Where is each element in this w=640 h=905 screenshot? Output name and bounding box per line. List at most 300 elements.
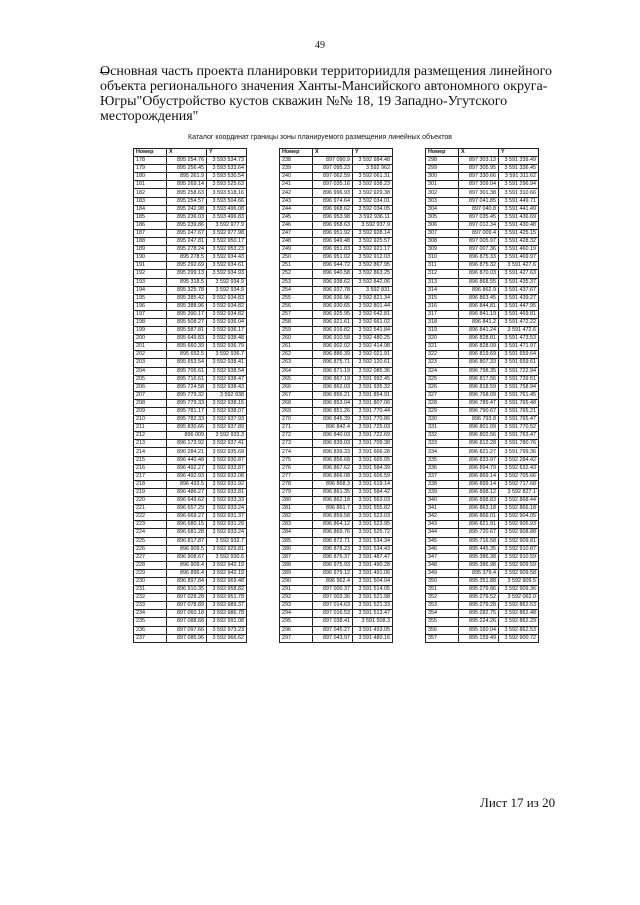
table-row: [426, 343, 539, 351]
coordinate-x: 896 866.01: [459, 513, 499, 521]
table-row: [134, 221, 247, 229]
point-number: 259: [280, 327, 313, 335]
point-number: 346: [426, 545, 459, 553]
coordinate-y: 3 591 854.91: [353, 391, 393, 399]
coordinate-y: 3 591 427.63: [499, 270, 539, 278]
coordinate-x: 895 254.57: [167, 197, 207, 205]
table-row: [134, 497, 247, 505]
point-number: 197: [134, 310, 167, 318]
table-row: [426, 367, 539, 375]
table-row: [134, 238, 247, 246]
coordinate-y: 3 593 518.16: [207, 189, 247, 197]
coordinate-y: 3 591 296.94: [499, 181, 539, 189]
coordinate-x: 896 821.27: [459, 448, 499, 456]
coordinate-y: 3 591 665.05: [353, 456, 393, 464]
table-row: [280, 408, 393, 416]
point-number: 262: [280, 351, 313, 359]
point-number: 317: [426, 310, 459, 318]
coordinate-y: 3 592 642.81: [353, 310, 393, 318]
coordinate-x: 895 716.61: [167, 375, 207, 383]
point-number: 198: [134, 318, 167, 326]
table-row: [280, 610, 393, 618]
point-number: 216: [134, 464, 167, 472]
table-row: [280, 254, 393, 262]
coordinate-x: 896 009: [167, 432, 207, 440]
coordinate-x: 895 325.78: [167, 286, 207, 294]
point-number: 243: [280, 197, 313, 205]
point-number: 290: [280, 577, 313, 585]
coordinate-x: 896 851.26: [313, 408, 353, 416]
table-row: [426, 586, 539, 594]
coordinate-y: 3 592 801.44: [353, 302, 393, 310]
point-number: 271: [280, 424, 313, 432]
point-number: 255: [280, 294, 313, 302]
point-number: 328: [426, 399, 459, 407]
point-number: 200: [134, 335, 167, 343]
point-number: 275: [280, 456, 313, 464]
coordinate-x: 896 953.98: [313, 213, 353, 221]
point-number: 306: [426, 221, 459, 229]
coordinate-y: 3 592 905.93: [499, 521, 539, 529]
coordinate-x: 896 841.19: [459, 310, 499, 318]
point-number: 269: [280, 408, 313, 416]
column-header-y: Y: [353, 149, 393, 157]
coordinate-x: 896 842.4: [313, 424, 353, 432]
point-number: 280: [280, 497, 313, 505]
coordinate-x: 896 886.39: [313, 351, 353, 359]
coordinate-x: 896 871.19: [313, 367, 353, 375]
coordinate-x: 897 040.8: [459, 205, 499, 213]
table-row: [426, 310, 539, 318]
table-row: [134, 343, 247, 351]
coordinate-x: 896 869.14: [459, 472, 499, 480]
coordinate-y: 3 591 491.06: [353, 569, 393, 577]
coordinate-x: 896 173.92: [167, 440, 207, 448]
coordinate-x: 896 916.82: [313, 327, 353, 335]
coordinate-y: 3 592 938.43: [207, 383, 247, 391]
coordinate-y: 3 592 085.36: [353, 367, 393, 375]
coordinate-x: 897 012.34: [459, 221, 499, 229]
coordinate-x: 896 844.81: [459, 302, 499, 310]
table-row: [280, 594, 393, 602]
point-number: 261: [280, 343, 313, 351]
table-row: [280, 545, 393, 553]
coordinate-x: 896 649.62: [167, 497, 207, 505]
coordinate-x: 896 856.21: [313, 391, 353, 399]
coordinate-y: 3 591 659.64: [499, 351, 539, 359]
point-number: 224: [134, 529, 167, 537]
point-number: 272: [280, 432, 313, 440]
point-number: 276: [280, 464, 313, 472]
point-number: 283: [280, 521, 313, 529]
table-row: [426, 270, 539, 278]
coordinate-x: 896 841.2: [459, 318, 499, 326]
point-number: 223: [134, 521, 167, 529]
coordinate-x: 896 807.33: [459, 359, 499, 367]
coordinate-x: 895 653.54: [167, 359, 207, 367]
point-number: 195: [134, 294, 167, 302]
coordinate-x: 896 876.37: [313, 553, 353, 561]
table-row: [134, 537, 247, 545]
coordinate-x: 896 862.9: [459, 286, 499, 294]
point-number: 310: [426, 254, 459, 262]
coordinate-x: 896 669.27: [167, 513, 207, 521]
point-number: 207: [134, 391, 167, 399]
coordinate-y: 3 591 765.48: [499, 399, 539, 407]
table-row: [426, 165, 539, 173]
table-row: [280, 335, 393, 343]
table-row: [280, 294, 393, 302]
point-number: 318: [426, 318, 459, 326]
table-row: [426, 424, 539, 432]
point-number: 338: [426, 480, 459, 488]
table-row: [134, 602, 247, 610]
point-number: 194: [134, 286, 167, 294]
point-number: 273: [280, 440, 313, 448]
coordinate-y: 3 591 534.43: [353, 545, 393, 553]
coordinate-y: 3 592 977.98: [207, 229, 247, 237]
point-number: 204: [134, 367, 167, 375]
point-number: 357: [426, 634, 459, 642]
point-number: 218: [134, 480, 167, 488]
coordinate-x: 897 305.95: [459, 165, 499, 173]
coordinate-x: 895 258.63: [167, 189, 207, 197]
table-row: [134, 189, 247, 197]
point-number: 335: [426, 456, 459, 464]
coordinate-y: 3 591 666.28: [353, 448, 393, 456]
coordinate-y: 3 592 867.95: [353, 262, 393, 270]
coordinate-y: 3 591 339.49: [499, 157, 539, 165]
point-number: 294: [280, 610, 313, 618]
coordinate-y: 3 591 722.69: [353, 432, 393, 440]
coordinate-y: 3 592 910.87: [499, 545, 539, 553]
coordinate-x: 896 833.97: [459, 456, 499, 464]
coordinate-x: 895 830.66: [167, 424, 207, 432]
point-number: 208: [134, 399, 167, 407]
coordinate-y: 3 592 984.48: [353, 157, 393, 165]
table-row: [134, 181, 247, 189]
coordinate-y: 3 591 807.06: [353, 399, 393, 407]
point-number: 343: [426, 521, 459, 529]
point-number: 309: [426, 246, 459, 254]
coordinate-x: 896 845.39: [313, 416, 353, 424]
column-header-num: Номер: [426, 149, 459, 157]
point-number: 353: [426, 602, 459, 610]
table-row: [280, 464, 393, 472]
coordinate-y: 3 592 932.08: [207, 472, 247, 480]
point-number: 188: [134, 238, 167, 246]
point-number: 260: [280, 335, 313, 343]
table-row: [426, 569, 539, 577]
point-number: 244: [280, 205, 313, 213]
table-row: [134, 229, 247, 237]
point-number: 289: [280, 569, 313, 577]
coordinate-x: 897 045.27: [313, 626, 353, 634]
table-row: [280, 278, 393, 286]
coordinate-x: 896 930.65: [313, 302, 353, 310]
coordinate-y: 3 592 934.9: [207, 278, 247, 286]
point-number: 248: [280, 238, 313, 246]
coordinate-x: 897 060.18: [167, 610, 207, 618]
coordinate-x: 896 840.03: [313, 432, 353, 440]
coordinate-y: 3 592 938: [207, 391, 247, 399]
table-row: [280, 310, 393, 318]
table-row: [134, 626, 247, 634]
coords-table-3: [425, 148, 539, 643]
point-number: 304: [426, 205, 459, 213]
coordinate-y: 3 591 935.32: [353, 383, 393, 391]
table-row: [426, 505, 539, 513]
coordinate-x: 896 768.09: [459, 391, 499, 399]
point-number: 311: [426, 262, 459, 270]
coordinate-y: 3 591 739.51: [499, 375, 539, 383]
coordinate-x: 895 720.67: [459, 529, 499, 537]
coordinate-y: 3 591 659.61: [499, 359, 539, 367]
point-number: 264: [280, 367, 313, 375]
table-row: [134, 197, 247, 205]
coordinate-y: 3 592 951.78: [207, 594, 247, 602]
coordinate-y: 3 592 909.81: [499, 537, 539, 545]
table-row: [134, 618, 247, 626]
point-number: 252: [280, 270, 313, 278]
point-number: 266: [280, 383, 313, 391]
table-row: [426, 318, 539, 326]
coordinate-x: 896 492.27: [167, 464, 207, 472]
point-number: 227: [134, 553, 167, 561]
coordinate-y: 3 591 473.53: [499, 335, 539, 343]
coordinate-x: 895 299.13: [167, 270, 207, 278]
coordinate-x: 896 870.03: [459, 270, 499, 278]
coordinate-y: 3 592 908.88: [499, 529, 539, 537]
column-header-num: Номер: [134, 149, 167, 157]
point-number: 231: [134, 586, 167, 594]
coordinate-y: 3 591 763.47: [499, 432, 539, 440]
point-number: 182: [134, 189, 167, 197]
point-number: 347: [426, 553, 459, 561]
table-row: [426, 618, 539, 626]
coordinate-y: 3 592 842.06: [353, 278, 393, 286]
point-number: 178: [134, 157, 167, 165]
coordinate-x: 895 386.98: [459, 561, 499, 569]
coordinate-y: 3 592 284.42: [499, 456, 539, 464]
coordinate-y: 3 593 534.73: [207, 157, 247, 165]
coordinate-y: 3 591 722.94: [499, 367, 539, 375]
coordinate-y: 3 592 932.7: [207, 537, 247, 545]
coordinate-y: 3 591 504.04: [353, 577, 393, 585]
coordinate-x: 896 898.83: [459, 497, 499, 505]
coordinate-y: 3 592 934.93: [207, 270, 247, 278]
point-number: 344: [426, 529, 459, 537]
table-row: [426, 480, 539, 488]
point-number: 333: [426, 440, 459, 448]
point-number: 251: [280, 262, 313, 270]
coordinate-y: 3 592 933.24: [207, 529, 247, 537]
coordinate-y: 3 592 969.48: [207, 577, 247, 585]
table-row: [426, 610, 539, 618]
coordinate-y: 3 592 938.54: [207, 367, 247, 375]
table-row: [426, 294, 539, 302]
coordinate-y: 3 591 765.47: [499, 416, 539, 424]
point-number: 229: [134, 569, 167, 577]
coordinate-y: 3 591 555.82: [353, 505, 393, 513]
coordinate-x: 895 782.33: [167, 416, 207, 424]
table-row: [280, 424, 393, 432]
coordinate-y: 3 593 533.64: [207, 165, 247, 173]
coordinate-y: 3 591 480.16: [353, 634, 393, 642]
table-row: [134, 286, 247, 294]
coordinate-y: 3 592 937.41: [207, 440, 247, 448]
table-row: [134, 545, 247, 553]
table-row: [134, 375, 247, 383]
point-number: 205: [134, 375, 167, 383]
page-number: 49: [315, 40, 325, 51]
coordinate-x: 895 159.49: [459, 634, 499, 642]
coordinate-y: 3 592 912.03: [353, 254, 393, 262]
coordinate-y: 3 592 414.98: [353, 343, 393, 351]
coordinate-x: 896 812.28: [459, 440, 499, 448]
table-row: [280, 602, 393, 610]
coordinate-x: 896 681.28: [167, 529, 207, 537]
coordinate-y: 3 593 525.63: [207, 181, 247, 189]
point-number: 293: [280, 602, 313, 610]
coordinate-y: 3 591 472.6: [499, 327, 539, 335]
coordinate-x: 897 028.28: [167, 594, 207, 602]
point-number: 265: [280, 375, 313, 383]
coordinate-y: 3 591 606.59: [353, 472, 393, 480]
table-row: [426, 399, 539, 407]
coordinate-x: 896 853.04: [313, 399, 353, 407]
coordinate-x: 896 951.92: [313, 229, 353, 237]
coordinate-x: 896 856.68: [313, 456, 353, 464]
coordinate-x: 895 236.03: [167, 213, 207, 221]
table-row: [426, 513, 539, 521]
point-number: 324: [426, 367, 459, 375]
coordinate-x: 896 819.69: [459, 351, 499, 359]
table-row: [426, 529, 539, 537]
table-row: [134, 246, 247, 254]
coordinate-y: 3 592 937.93: [207, 416, 247, 424]
point-number: 326: [426, 383, 459, 391]
coordinate-x: 896 974.64: [313, 197, 353, 205]
table-row: [280, 618, 393, 626]
point-number: 339: [426, 488, 459, 496]
coordinate-x: 895 716.58: [459, 537, 499, 545]
coordinate-y: 3 592 934.82: [207, 302, 247, 310]
coordinate-x: 896 925.95: [313, 310, 353, 318]
point-number: 247: [280, 229, 313, 237]
table-row: [280, 432, 393, 440]
coordinate-x: 895 660.39: [167, 343, 207, 351]
point-number: 355: [426, 618, 459, 626]
point-number: 319: [426, 327, 459, 335]
point-number: 308: [426, 238, 459, 246]
sheet-footer: Лист 17 из 20: [480, 795, 556, 810]
table-row: [426, 302, 539, 310]
point-number: 348: [426, 561, 459, 569]
point-number: 274: [280, 448, 313, 456]
coordinate-x: 896 909.4: [167, 561, 207, 569]
point-number: 181: [134, 181, 167, 189]
coordinate-y: 3 592 934.9: [207, 286, 247, 294]
point-number: 345: [426, 537, 459, 545]
table-row: [280, 480, 393, 488]
table-row: [280, 375, 393, 383]
coordinate-y: 3 592 061.31: [353, 173, 393, 181]
point-number: 201: [134, 343, 167, 351]
coordinate-x: 896 841.24: [459, 327, 499, 335]
table-row: [134, 634, 247, 642]
coordinate-y: 3 591 770.44: [353, 408, 393, 416]
coordinate-x: 895 779.33: [167, 399, 207, 407]
table-row: [134, 302, 247, 310]
coordinate-y: 3 592 933.81: [207, 488, 247, 496]
coordinate-x: 896 937.78: [313, 286, 353, 294]
table-row: [134, 529, 247, 537]
coordinate-y: 3 592 958.82: [207, 586, 247, 594]
coordinate-x: 896 859.58: [313, 513, 353, 521]
coordinate-y: 3 592 909.58: [499, 569, 539, 577]
coordinate-y: 3 591 992.45: [353, 375, 393, 383]
table-row: [426, 416, 539, 424]
point-number: 337: [426, 472, 459, 480]
table-row: [426, 634, 539, 642]
point-number: 336: [426, 464, 459, 472]
point-number: 288: [280, 561, 313, 569]
point-number: 232: [134, 594, 167, 602]
coordinate-x: 896 968.62: [313, 205, 353, 213]
point-number: 334: [426, 448, 459, 456]
coordinate-x: 896 875.32: [459, 262, 499, 270]
point-number: 220: [134, 497, 167, 505]
table-row: [280, 391, 393, 399]
coordinate-x: 896 897.84: [167, 577, 207, 585]
table-row: [280, 327, 393, 335]
coordinate-y: 3 592 904.05: [499, 513, 539, 521]
coords-table-1: [133, 148, 247, 643]
point-number: 307: [426, 229, 459, 237]
coordinate-x: 897 041.85: [459, 197, 499, 205]
point-number: 211: [134, 424, 167, 432]
coordinate-x: 897 014.63: [313, 602, 353, 610]
table-row: [134, 367, 247, 375]
coordinate-y: 3 592 910.59: [499, 553, 539, 561]
point-number: 210: [134, 416, 167, 424]
coordinate-x: 895 379.4: [459, 569, 499, 577]
table-row: [134, 173, 247, 181]
table-row: [426, 278, 539, 286]
point-number: 190: [134, 254, 167, 262]
coordinate-y: 3 592 933.24: [207, 505, 247, 513]
coordinate-y: 3 592 936.04: [207, 318, 247, 326]
coordinate-x: 896 798.35: [459, 367, 499, 375]
table-row: [134, 359, 247, 367]
table-row: [426, 359, 539, 367]
coordinate-x: 896 862.18: [313, 497, 353, 505]
table-row: [134, 586, 247, 594]
table-row: [280, 229, 393, 237]
point-number: 325: [426, 375, 459, 383]
coordinate-y: 3 591 534.34: [353, 537, 393, 545]
table-row: [280, 351, 393, 359]
point-number: 221: [134, 505, 167, 513]
coordinate-x: 896 866.08: [313, 472, 353, 480]
coordinate-x: 896 951.02: [313, 254, 353, 262]
point-number: 296: [280, 626, 313, 634]
table-row: [134, 561, 247, 569]
coordinate-y: 3 592 717.68: [499, 480, 539, 488]
coordinate-x: 897 095.23: [313, 165, 353, 173]
coordinate-x: 896 821.91: [459, 521, 499, 529]
